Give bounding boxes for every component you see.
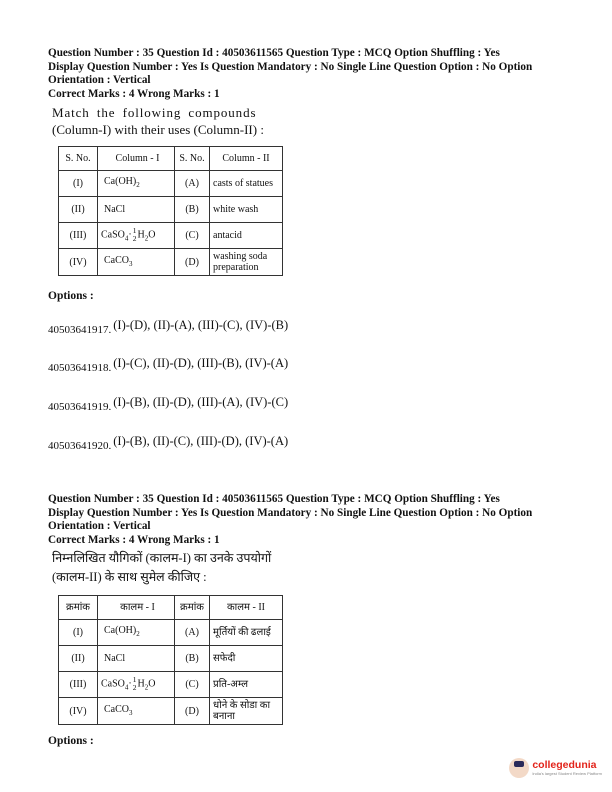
question-line: निम्नलिखित यौगिकों (कालम-I) का उनके उपयोगों xyxy=(52,551,272,565)
table-row xyxy=(59,672,283,698)
table-row xyxy=(59,197,283,223)
use-cell: प्रति-अम्ल xyxy=(210,672,283,698)
question-text xyxy=(52,549,578,587)
question-line: Match the following compounds xyxy=(52,105,257,120)
option-id: 40503641919. xyxy=(48,401,112,413)
marks-line: Correct Marks : 4 Wrong Marks : 1 xyxy=(48,533,220,546)
option-row[interactable] xyxy=(48,318,288,336)
marks-line: Correct Marks : 4 Wrong Marks : 1 xyxy=(48,87,220,100)
options-label: Options : xyxy=(48,290,94,302)
compound-cell: CaCO$_3$ xyxy=(98,249,175,276)
table-row xyxy=(59,646,283,672)
row-number: (IV) xyxy=(59,249,98,276)
match-table xyxy=(58,595,283,725)
option-id: 40503641920. xyxy=(48,440,112,452)
compound-cell: CaSO$_4$· 1 2 $H_2O$ xyxy=(98,672,175,698)
use-letter: (A) xyxy=(175,620,210,646)
compound-cell: $Ca(OH)_2$ xyxy=(98,171,175,197)
match-table xyxy=(58,146,283,276)
logo-tagline: India's largest Student Review Platform xyxy=(532,771,602,776)
table-header: S. No. xyxy=(59,147,98,171)
table-row xyxy=(59,223,283,249)
table-header: S. No. xyxy=(175,147,210,171)
table-header: कालम - II xyxy=(210,596,283,620)
logo-name: collegedunia xyxy=(532,759,597,771)
logo-icon xyxy=(509,758,529,778)
question-block-hindi xyxy=(48,493,578,747)
table-row xyxy=(59,171,283,197)
use-letter: (B) xyxy=(175,197,210,223)
option-text: (I)-(D), (II)-(A), (III)-(C), (IV)-(B) xyxy=(113,318,289,332)
row-number: (IV) xyxy=(59,698,98,725)
use-cell: casts of statues xyxy=(210,171,283,197)
table-header-row xyxy=(59,147,283,171)
use-cell: धोने के सोडा का बनाना xyxy=(210,698,283,725)
option-text: (I)-(B), (II)-(D), (III)-(A), (IV)-(C) xyxy=(113,395,289,409)
use-cell: मूर्तियों की ढलाई xyxy=(210,620,283,646)
option-row[interactable] xyxy=(48,356,288,374)
table-row xyxy=(59,249,283,276)
use-letter: (C) xyxy=(175,672,210,698)
table-row xyxy=(59,620,283,646)
question-block-english xyxy=(48,47,578,302)
use-letter: (B) xyxy=(175,646,210,672)
use-letter: (A) xyxy=(175,171,210,197)
table-header: कालम - I xyxy=(98,596,175,620)
row-number: (I) xyxy=(59,620,98,646)
use-cell: सफेदी xyxy=(210,646,283,672)
option-row[interactable] xyxy=(48,434,288,452)
meta-line: Question Number : 35 Question Id : 40503611565 Question Type : MCQ Option Shuffling : Yes xyxy=(48,493,500,505)
compound-cell: $Ca(OH)_2$ xyxy=(98,620,175,646)
use-cell: washing soda preparation xyxy=(210,249,283,276)
row-number: (II) xyxy=(59,197,98,223)
row-number: (I) xyxy=(59,171,98,197)
table-header: क्रमांक xyxy=(59,596,98,620)
meta-line: Orientation : Vertical xyxy=(48,520,151,532)
row-number: (II) xyxy=(59,646,98,672)
use-letter: (C) xyxy=(175,223,210,249)
compound-cell: CaCO$_3$ xyxy=(98,698,175,725)
use-letter: (D) xyxy=(175,698,210,725)
question-line: (Column-I) with their uses (Column-II) : xyxy=(52,122,264,137)
meta-line: Orientation : Vertical xyxy=(48,74,151,86)
table-header: क्रमांक xyxy=(175,596,210,620)
use-letter: (D) xyxy=(175,249,210,276)
compound-cell: CaSO$_4$· 1 2 $H_2O$ xyxy=(98,223,175,249)
option-text: (I)-(B), (II)-(C), (III)-(D), (IV)-(A) xyxy=(113,434,289,448)
table-header: Column - II xyxy=(210,147,283,171)
question-text xyxy=(52,104,578,138)
compound-cell: NaCl xyxy=(98,197,175,223)
table-header-row xyxy=(59,596,283,620)
question-line: (कालम-II) के साथ सुमेल कीजिए : xyxy=(52,570,207,584)
compound-cell: NaCl xyxy=(98,646,175,672)
options-label: Options : xyxy=(48,735,94,747)
use-cell: white wash xyxy=(210,197,283,223)
meta-line: Display Question Number : Yes Is Question Mandatory : No Single Line Question Option : No Option xyxy=(48,506,533,519)
table-header: Column - I xyxy=(98,147,175,171)
option-text: (I)-(C), (II)-(D), (III)-(B), (IV)-(A) xyxy=(113,356,289,370)
table-row xyxy=(59,698,283,725)
question-meta xyxy=(48,493,578,547)
question-meta xyxy=(48,47,578,101)
option-row[interactable] xyxy=(48,395,288,413)
use-cell: antacid xyxy=(210,223,283,249)
row-number: (III) xyxy=(59,672,98,698)
meta-line: Question Number : 35 Question Id : 40503611565 Question Type : MCQ Option Shuffling : Yes xyxy=(48,47,500,59)
option-id: 40503641917. xyxy=(48,324,112,336)
row-number: (III) xyxy=(59,223,98,249)
option-id: 40503641918. xyxy=(48,362,112,374)
collegedunia-logo[interactable] xyxy=(509,758,602,778)
meta-line: Display Question Number : Yes Is Question Mandatory : No Single Line Question Option : No Option xyxy=(48,60,533,73)
